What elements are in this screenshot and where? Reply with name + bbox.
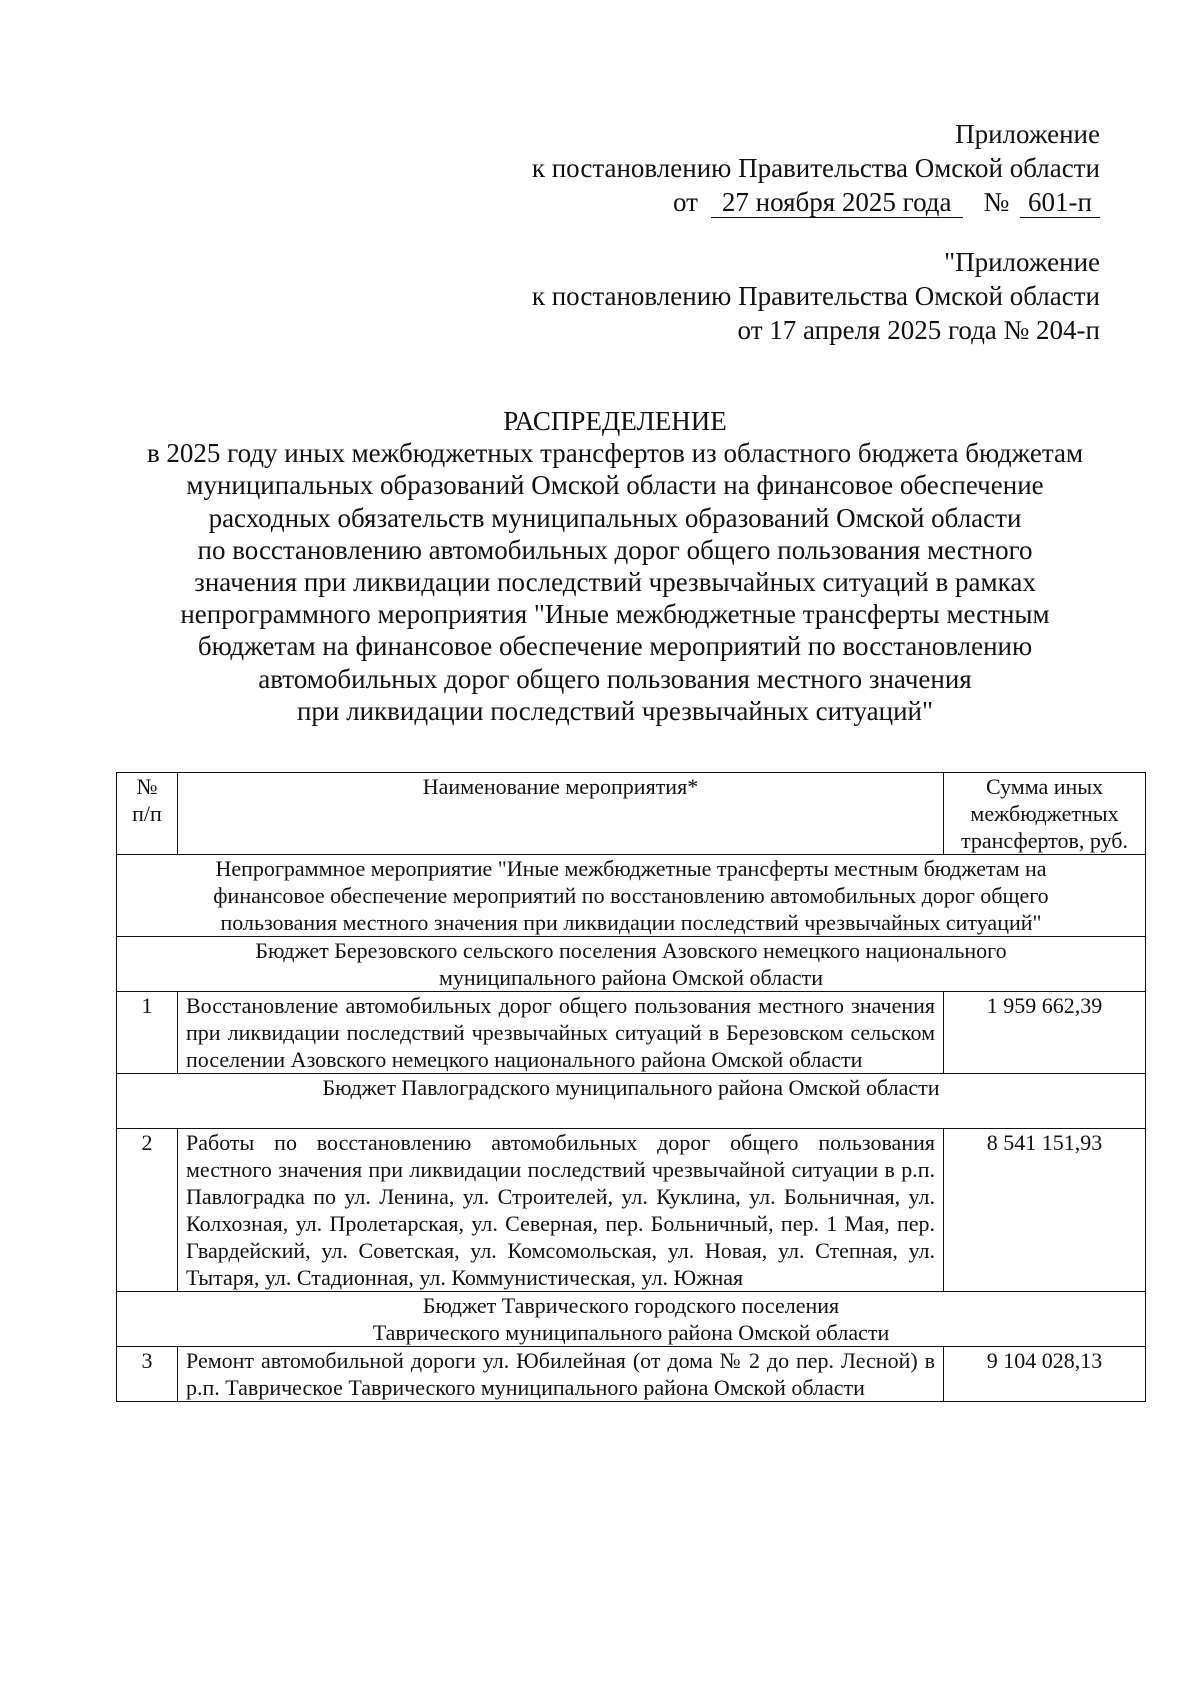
row-sum: 9 104 028,13 (944, 1347, 1146, 1402)
title-line: бюджетам на финансовое обеспечение мероприятий по восстановлению (197, 631, 1033, 662)
order-header-line1: Приложение (955, 119, 1100, 149)
order-number: 601-п (1020, 187, 1100, 218)
order-header-line3 (460, 185, 1100, 219)
header-sum-cell (944, 773, 1146, 855)
title-line: значения при ликвидации последствий чрезвычайных ситуаций в рамках (194, 567, 1036, 598)
order-header (460, 117, 1100, 219)
annex-header-line1: "Приложение (944, 247, 1100, 277)
row-num: 2 (117, 1129, 178, 1292)
order-date: 27 ноября 2025 года (711, 187, 963, 218)
title-line: по восстановлению автомобильных дорог общего пользования местного (197, 534, 1033, 565)
program-line: Непрограммное мероприятие "Иные межбюджетные трансферты местным бюджетам на (215, 856, 1047, 881)
title-line: при ликвидации последствий чрезвычайных ситуаций" (296, 695, 933, 726)
section-line: Таврического муниципального района Омской области (372, 1320, 890, 1345)
order-number-label: № (983, 187, 1010, 217)
section-line: Бюджет Березовского сельского поселения Азовского немецкого национального (255, 938, 1007, 963)
header-num-cell (117, 773, 178, 855)
header-num-line2: п/п (132, 801, 162, 826)
section-row (117, 1074, 1146, 1129)
section-line: муниципального района Омской области (438, 965, 824, 990)
row-name: Ремонт автомобильной дороги ул. Юбилейная (от дома № 2 до пер. Лесной) в р.п. Таврическое Таврического муниципального района Омской области (178, 1347, 944, 1402)
section-cell (117, 1074, 1146, 1129)
annex-header-line3: от 17 апреля 2025 года № 204-п (737, 315, 1100, 345)
header-sum-line3: трансфертов, руб. (960, 828, 1128, 853)
section-row (117, 1292, 1146, 1347)
table-row (117, 992, 1146, 1074)
title-line: расходных обязательств муниципальных образований Омской области (208, 502, 1022, 533)
table-row (117, 1347, 1146, 1402)
header-sum-line2: межбюджетных (970, 801, 1119, 826)
title-line: автомобильных дорог общего пользования местного значения (258, 663, 972, 694)
program-row (117, 855, 1146, 937)
annex-header-line2: к постановлению Правительства Омской области (531, 281, 1100, 311)
table-header-row (117, 773, 1146, 855)
section-line: Бюджет Таврического городского поселения (422, 1293, 840, 1318)
title-line: муниципальных образований Омской области на финансовое обеспечение (186, 470, 1044, 501)
order-from-label: от (673, 187, 698, 217)
section-row (117, 937, 1146, 992)
title-line: в 2025 году иных межбюджетных трансфертов из областного бюджета бюджетам (146, 438, 1084, 469)
annex-header (460, 245, 1100, 347)
row-sum: 1 959 662,39 (944, 992, 1146, 1074)
program-cell (117, 855, 1146, 937)
title-heading: РАСПРЕДЕЛЕНИЕ (503, 406, 727, 436)
program-line: пользования местного значения при ликвидации последствий чрезвычайных ситуаций" (220, 910, 1042, 935)
program-line: финансовое обеспечение мероприятий по восстановлению автомобильных дорог общего (213, 883, 1049, 908)
section-cell (117, 1292, 1146, 1347)
row-name: Работы по восстановлению автомобильных дорог общего пользования местного значения при ликвидации последствий чрезвычайной ситуации в р.п. Павлоградка по ул. Ленина, ул. Строителей, ул. Куклина, ул. Больничная, ул. Колхозная, ул. Пролетарская, ул. Северная, пер. Больничный, пер. 1 Мая, пер. Гвардейский, ул. Советская, ул. Комсомольская, ул. Новая, ул. Степная, ул. Тытаря, ул. Стадионная, ул. Коммунистическая, ул. Южная (178, 1129, 944, 1292)
order-header-line2: к постановлению Правительства Омской области (531, 153, 1100, 183)
document-title (115, 405, 1115, 727)
header-name-label: Наименование мероприятия* (422, 774, 699, 799)
row-name: Восстановление автомобильных дорог общего пользования местного значения при ликвидации последствий чрезвычайных ситуаций в Березовском сельском поселении Азовского немецкого национального района Омской области (178, 992, 944, 1074)
row-num: 3 (117, 1347, 178, 1402)
header-name-cell (178, 773, 944, 855)
header-sum-line1: Сумма иных (985, 774, 1104, 799)
distribution-table (116, 772, 1146, 1402)
header-num-line1: № (136, 774, 158, 799)
table-row (117, 1129, 1146, 1292)
row-sum: 8 541 151,93 (944, 1129, 1146, 1292)
row-num: 1 (117, 992, 178, 1074)
section-cell (117, 937, 1146, 992)
title-line: непрограммного мероприятия "Иные межбюджетные трансферты местным (180, 599, 1050, 630)
section-line: Бюджет Павлоградского муниципального района Омской области (322, 1075, 940, 1100)
